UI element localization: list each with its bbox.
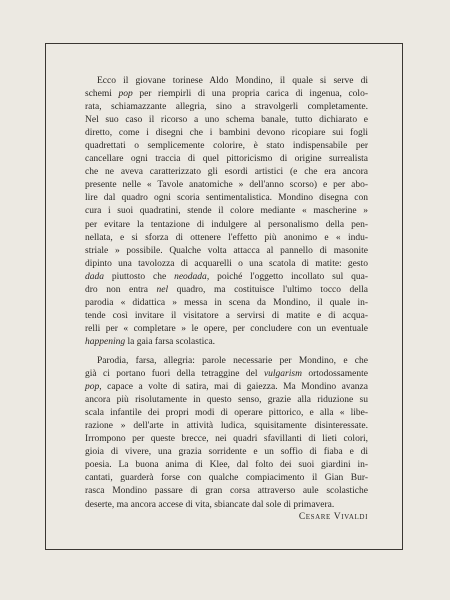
text-line: lire dal quadro ogni scoria sentimentalistica. Mondino disegna con — [85, 193, 368, 204]
text-line: diretto, come i disegni che i bambini devono ricopiare sui fogli — [85, 128, 368, 139]
text-line: quadrettati o semplicemente colorire, è stato indispensabile per — [85, 141, 368, 152]
text-line: schemi pop per riempirli di una propria carica di ingenua, colo- — [85, 89, 368, 100]
article-body — [85, 75, 368, 512]
text-line: happening la gaia farsa scolastica. — [85, 336, 216, 347]
text-line: poesia. La buona anima di Klee, dal folto dei suoi giardini in- — [85, 460, 368, 471]
text-line: deserte, ma ancora accese di vita, sbiancate dal sole di primavera. — [85, 499, 335, 510]
text-line: relli per « completare » le opere, per concludere con un eventuale — [85, 323, 368, 334]
author-signature: Cesare Vivaldi — [298, 512, 368, 522]
text-line: dro non entra nel quadro, ma costituisce l'ultimo tocco della — [85, 284, 368, 295]
text-line: già ci portano fuori della tetraggine del vulgarism ortodossamente — [85, 369, 368, 380]
text-line: cura i suoi quadratini, stende il colore mediante « mascherine » — [85, 206, 368, 217]
text-line: gioia di vivere, una grazia sorridente e un soffio di fiaba e di — [85, 447, 368, 458]
text-line: tende così invitare il visitatore a servirsi di matite e di acqua- — [85, 310, 368, 321]
text-line: dipinto una tavolozza di acquarelli o una scatola di matite: gesto — [85, 258, 368, 269]
paragraph-2 — [85, 355, 368, 512]
text-line: Irrompono per queste brecce, nei quadri sfavillanti di lieti colori, — [85, 434, 368, 445]
text-line: cancellare ogni traccia di quel pittoricismo di origine surrealista — [85, 154, 368, 165]
text-line: Parodia, farsa, allegria: parole necessarie per Mondino, e che — [97, 355, 368, 366]
text-line: rata, schiamazzante allegria, sino a stravolgerli completamente. — [85, 102, 368, 113]
paragraph-1 — [85, 75, 368, 349]
text-line: striale » possibile. Qualche volta attacca al pannello di masonite — [85, 245, 368, 256]
text-line: cantati, guarderà forse con qualche compiacimento il Gian Bur- — [85, 473, 368, 484]
text-line: nellata, e si sforza di ottenere l'effetto più anonimo e « indu- — [85, 232, 368, 243]
text-line: razione » dell'arte in attività ludica, squisitamente disinteressate. — [85, 421, 368, 432]
text-line: presente nelle « Tavole anatomiche » dell'anno scorso) e per abo- — [85, 180, 368, 191]
text-line: parodia « didattica » messa in scena da Mondino, il quale in- — [85, 297, 368, 308]
text-line: ancora più risolutamente in questo senso, grazie alla riduzione su — [85, 395, 368, 406]
text-line: per evitare la tentazione di indulgere al personalismo della pen- — [85, 219, 368, 230]
text-line: dada piuttosto che neodada, poiché l'oggetto incollato sul qua- — [85, 271, 368, 282]
text-line: rasca Mondino passare di gran corsa attraverso aule scolastiche — [85, 486, 368, 497]
text-line: pop, capace a volte di satira, mai di gaiezza. Ma Mondino avanza — [85, 382, 368, 393]
text-line: scala infantile dei propri modi di operare pittorico, e alla « libe- — [85, 408, 368, 419]
text-line: Ecco il giovane torinese Aldo Mondino, il quale si serve di — [97, 76, 368, 86]
text-line: Nel suo caso il ricorso a uno schema banale, tutto dichiarato e — [85, 115, 368, 126]
text-line: che ne aveva caratterizzato gli esordi artistici (e che era ancora — [85, 167, 368, 178]
